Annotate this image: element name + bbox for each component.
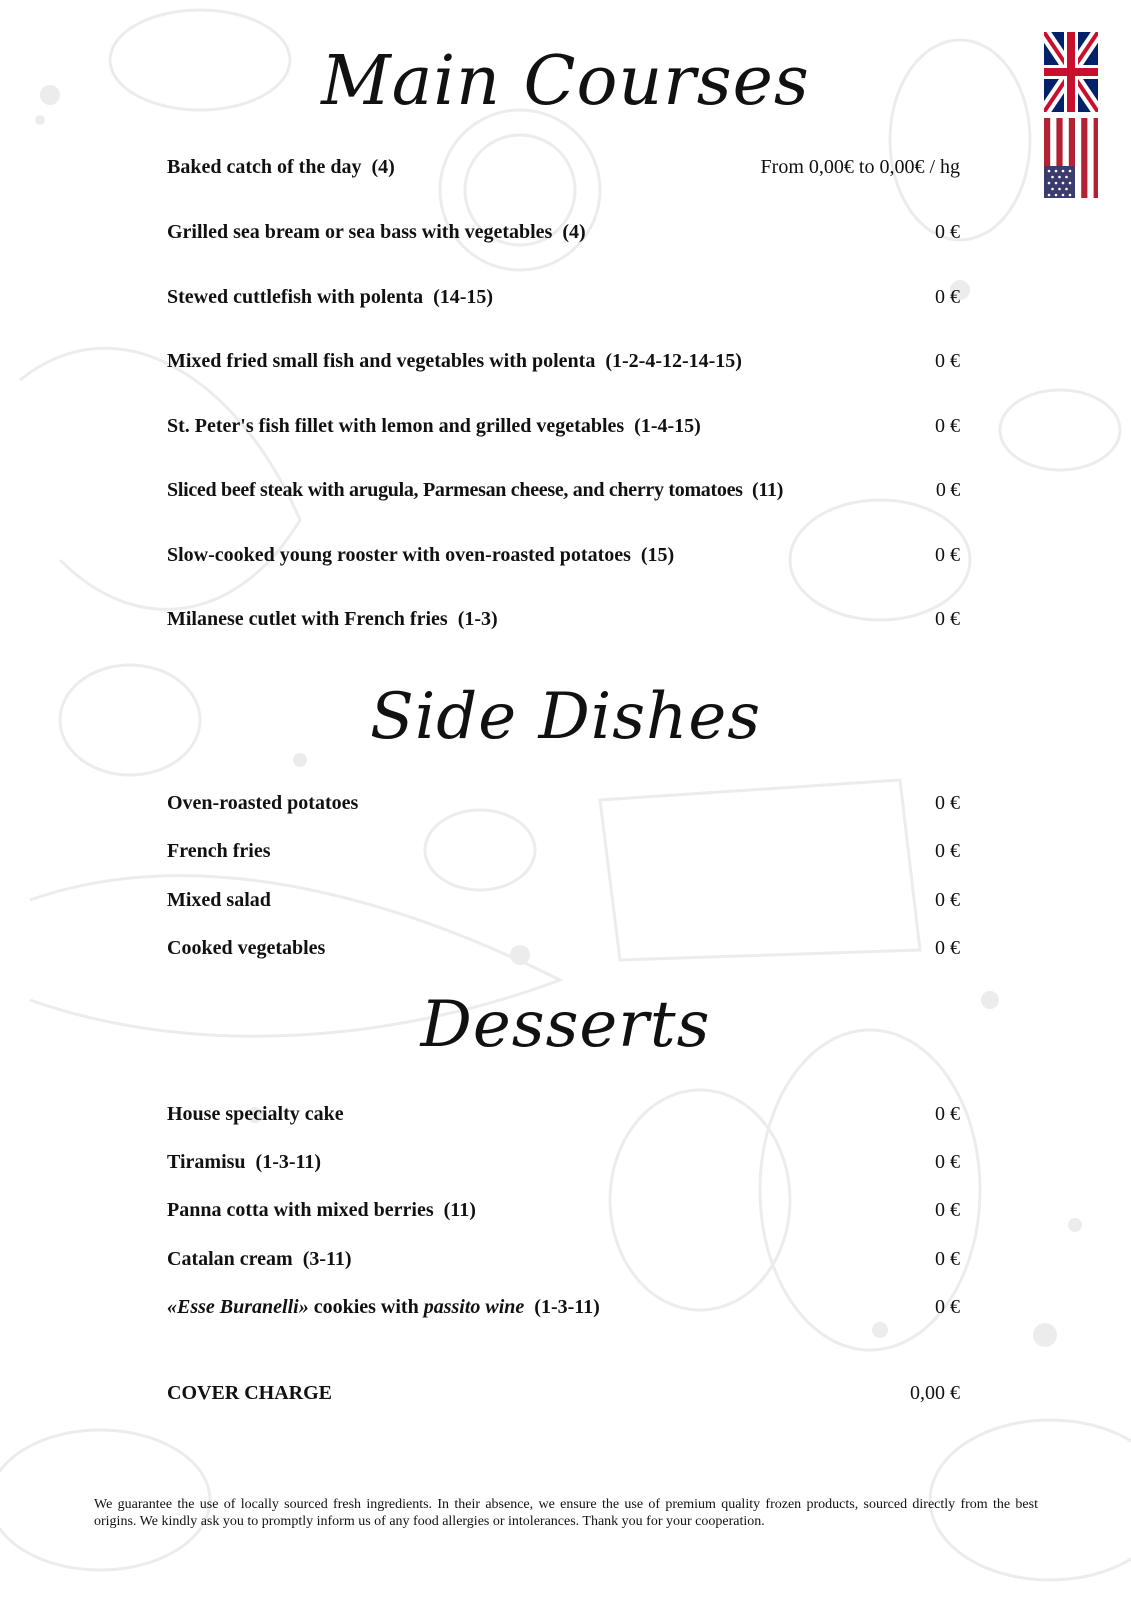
item-price: 0 €: [935, 839, 960, 862]
item-allergens: (14-15): [433, 285, 494, 308]
item-name: Cooked vegetables: [167, 936, 326, 959]
item-name: Catalan cream: [167, 1247, 293, 1270]
item-price: 0 €: [935, 607, 960, 630]
item-name: Oven-roasted potatoes: [167, 791, 359, 814]
us-flag-icon[interactable]: [1044, 118, 1098, 198]
footer-note: We guarantee the use of locally sourced fresh ingredients. In their absence, we ensure the use of premium quality frozen products, sourced directly from the best origins. We kindly ask you to promptly inform us of any food allergies or intolerances. Thank you for your cooperation.: [94, 1497, 1038, 1529]
cover-charge-label: COVER CHARGE: [167, 1381, 333, 1404]
item-name: Grilled sea bream or sea bass with vegetables: [167, 220, 553, 243]
item-price: 0 €: [935, 1198, 960, 1221]
item-price: From 0,00€ to 0,00€ / hg: [760, 155, 960, 178]
item-allergens: (1-3-11): [534, 1295, 600, 1318]
item-allergens: (11): [443, 1198, 476, 1221]
menu-item: [167, 282, 960, 312]
item-allergens: (3-11): [302, 1247, 352, 1270]
side-dishes-title: Side Dishes: [369, 680, 762, 754]
item-name: Tiramisu: [167, 1150, 246, 1173]
menu-item: [167, 836, 960, 866]
item-name: Milanese cutlet with French fries: [167, 607, 448, 630]
item-allergens: (1-3): [457, 607, 498, 630]
item-allergens: (11): [752, 478, 784, 501]
item-price: 0 €: [935, 1102, 960, 1125]
menu-item: [167, 885, 960, 915]
menu-item: [167, 152, 960, 182]
item-name: Mixed salad: [167, 888, 271, 911]
item-allergens: (1-4-15): [634, 414, 701, 437]
menu-item: [167, 933, 960, 963]
item-name: Baked catch of the day: [167, 155, 362, 178]
item-price: 0 €: [935, 1150, 960, 1173]
item-name: Slow-cooked young rooster with oven-roasted potatoes: [167, 543, 631, 566]
item-price: 0 €: [935, 936, 960, 959]
item-price: 0 €: [935, 791, 960, 814]
item-name: Sliced beef steak with arugula, Parmesan cheese, and cherry tomatoes: [167, 478, 743, 501]
item-name: Panna cotta with mixed berries: [167, 1198, 434, 1221]
menu-item: [167, 1244, 960, 1274]
menu-item: [167, 1147, 960, 1177]
menu-item: [167, 346, 960, 376]
item-price: 0 €: [935, 888, 960, 911]
item-wine: passito wine: [423, 1295, 525, 1318]
cover-charge-row: [167, 1378, 960, 1408]
menu-item: [167, 217, 960, 247]
item-name: French fries: [167, 839, 271, 862]
menu-item: [167, 411, 960, 441]
item-price: 0 €: [935, 543, 960, 566]
cover-charge-price: 0,00 €: [910, 1381, 960, 1404]
item-price: 0 €: [935, 478, 960, 501]
item-name: cookies with: [308, 1295, 424, 1318]
menu-item: [167, 475, 960, 505]
item-allergens: (1-2-4-12-14-15): [605, 349, 742, 372]
item-allergens: (4): [371, 155, 395, 178]
menu-item: [167, 788, 960, 818]
item-price: 0 €: [935, 349, 960, 372]
menu-item: [167, 1292, 960, 1322]
item-name: Mixed fried small fish and vegetables with polenta: [167, 349, 596, 372]
menu-item: [167, 540, 960, 570]
desserts-title: Desserts: [420, 988, 711, 1062]
item-price: 0 €: [935, 1295, 960, 1318]
item-price: 0 €: [935, 1247, 960, 1270]
item-name: House specialty cake: [167, 1102, 344, 1125]
item-brand: «Esse Buranelli»: [167, 1295, 309, 1318]
item-price: 0 €: [935, 220, 960, 243]
menu-item: [167, 1195, 960, 1225]
menu-item: [167, 604, 960, 634]
item-allergens: (15): [640, 543, 675, 566]
item-price: 0 €: [935, 285, 960, 308]
item-allergens: (4): [562, 220, 586, 243]
menu-item: [167, 1099, 960, 1129]
item-name: St. Peter's fish fillet with lemon and grilled vegetables: [167, 414, 625, 437]
item-name: Stewed cuttlefish with polenta: [167, 285, 424, 308]
item-allergens: (1-3-11): [255, 1150, 322, 1173]
main-courses-title: Main Courses: [321, 42, 810, 121]
item-price: 0 €: [935, 414, 960, 437]
